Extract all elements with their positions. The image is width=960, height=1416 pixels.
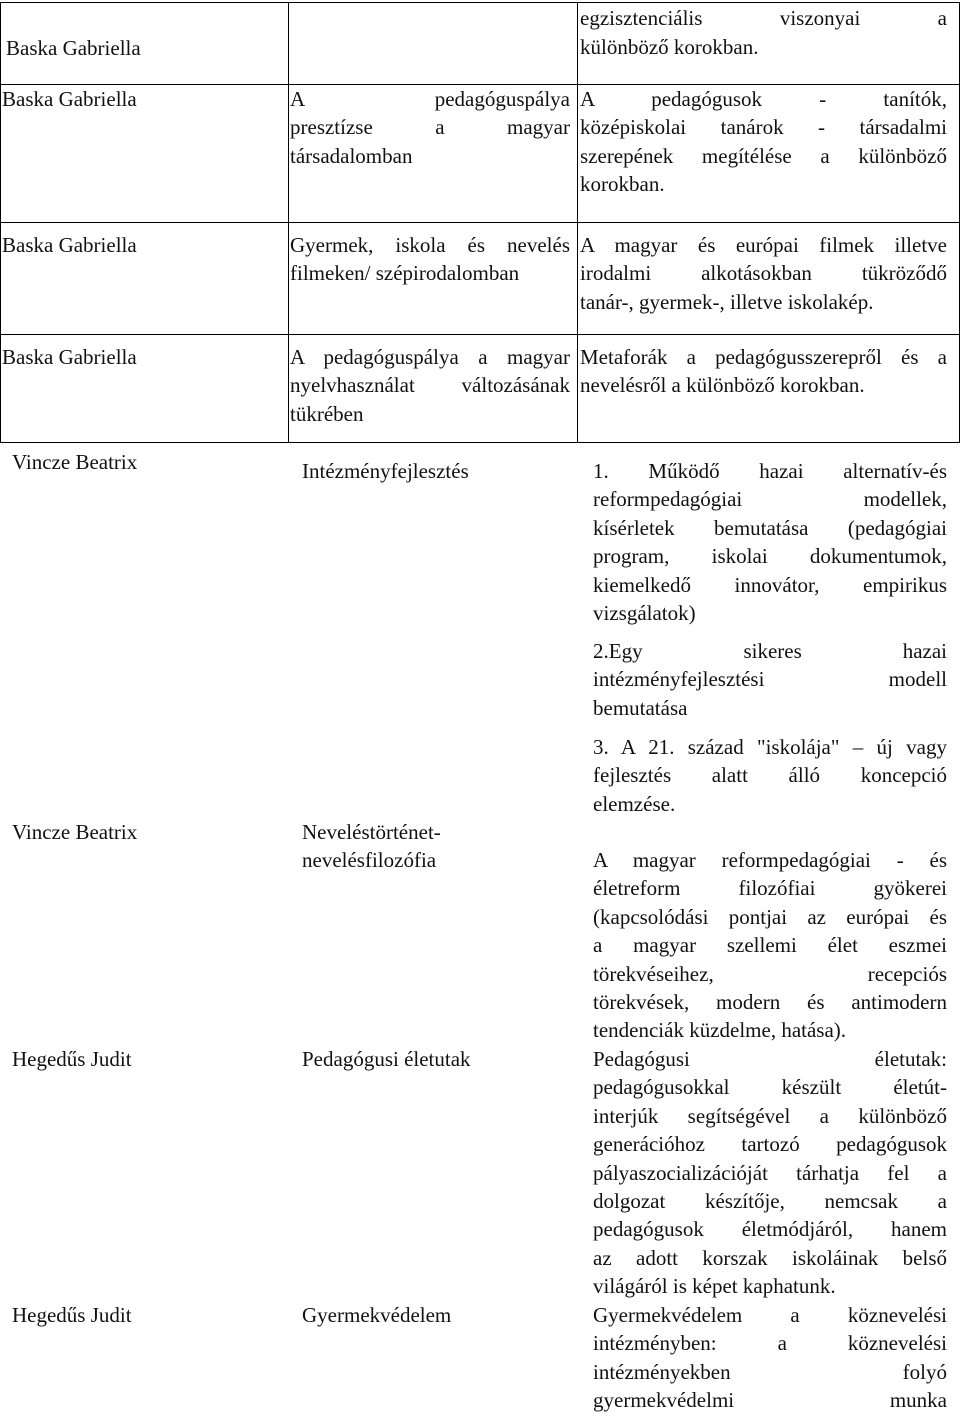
author-name: Baska Gabriella [6, 36, 141, 60]
topic-title [302, 818, 572, 875]
topic-line: A pedagóguspálya a magyar [290, 345, 570, 369]
topic-title: Gyermekvédelem [302, 1303, 452, 1327]
topic-line: tükrében [290, 401, 364, 426]
description-line: kiemelkedő innovátor, empirikus [593, 572, 947, 597]
description-line: egzisztenciális viszonyai a [580, 6, 947, 30]
description-line: pályaszocializációját tárhatja fel a [593, 1160, 947, 1185]
table-row [0, 334, 959, 442]
description-line: dolgozat készítője, nemcsak a [593, 1189, 947, 1214]
author-name: Vincze Beatrix [12, 450, 138, 474]
topic-title [290, 343, 570, 428]
topic-line: társadalomban [290, 143, 413, 168]
topic-line: filmeken/ szépirodalomban [290, 261, 520, 286]
author-name: Hegedűs Judit [12, 1047, 132, 1071]
description-line: A magyar és európai filmek illetve [580, 233, 947, 257]
description-line: nevelésről a különböző korokban. [580, 373, 865, 398]
topic-title [290, 231, 570, 288]
topic-title: Pedagógusi életutak [302, 1047, 471, 1071]
description-line: törekvéseihez, recepciós [593, 961, 947, 986]
author-name: Vincze Beatrix [12, 820, 138, 844]
description-line: tanár-, gyermek-, illetve iskolakép. [580, 289, 874, 314]
description-line: az adott korszak iskoláinak belső [593, 1245, 947, 1270]
description-line: vizsgálatok) [593, 601, 696, 626]
table-row [0, 812, 959, 1044]
table-row [0, 1044, 959, 1300]
topic-description [593, 1301, 947, 1415]
description-line: Pedagógusi életutak: [593, 1047, 947, 1071]
topic-description [580, 4, 947, 32]
description-line: elemzése. [593, 791, 676, 816]
description-line: A pedagógusok - tanítók, [580, 87, 947, 111]
topic-description [580, 343, 947, 400]
description-line: fejlesztés alatt álló koncepció [593, 763, 947, 788]
description-line: reformpedagógiai modellek, [593, 487, 947, 512]
topic-line: A pedagóguspálya [290, 87, 570, 111]
description-line: a magyar szellemi élet eszmei [593, 933, 947, 958]
topic-line: presztízse a magyar [290, 115, 570, 140]
description-line: intézményfejlesztési modell [593, 667, 947, 692]
description-line: irodalmi alkotásokban tükröződő [580, 261, 947, 286]
description-line: 2.Egy sikeres hazai [593, 639, 947, 663]
description-line: korokban. [580, 172, 665, 197]
description-line: intézményben: a köznevelési [593, 1331, 947, 1356]
topic-description [593, 846, 947, 1045]
table-row [0, 442, 959, 816]
topic-line: nevelésfilozófia [302, 848, 437, 873]
description-line: Gyermekvédelem a köznevelési [593, 1303, 947, 1327]
description-line: (kapcsolódási pontjai az európai és [593, 904, 947, 929]
table-row [0, 84, 959, 222]
table-row [0, 1300, 959, 1416]
description-line: középiskolai tanárok - társadalmi [580, 115, 947, 140]
description-line: különböző korokban. [580, 35, 759, 59]
description-line: interjúk segítségével a különböző [593, 1103, 947, 1128]
topic-line: Neveléstörténet- [302, 820, 441, 844]
topic-paragraph [593, 637, 947, 722]
topic-line: nyelvhasználat változásának [290, 373, 570, 398]
description-line: 1. Működő hazai alternatív-és [593, 459, 947, 483]
author-name: Hegedűs Judit [12, 1303, 132, 1327]
author-name: Baska Gabriella [2, 87, 137, 111]
table-row [0, 0, 959, 84]
topic-line: Gyermek, iskola és nevelés [290, 233, 570, 257]
description-line: Metaforák a pedagógusszerepről és a [580, 345, 947, 369]
description-line: A magyar reformpedagógiai - és [593, 848, 947, 872]
description-line: intézményekben folyó [593, 1359, 947, 1384]
author-name: Baska Gabriella [2, 233, 137, 257]
description-line: szerepének megítélése a különböző [580, 143, 947, 168]
description-line: világáról is képet kaphatunk. [593, 1274, 836, 1299]
description-line: bemutatása [593, 695, 688, 720]
topic-description [580, 85, 947, 199]
topic-description [593, 1045, 947, 1301]
topic-title [290, 85, 570, 170]
description-line: tendenciák küzdelme, hatása). [593, 1018, 847, 1043]
topic-paragraph [593, 733, 947, 818]
description-line: pedagógusokkal készült életút- [593, 1075, 947, 1100]
description-line: generációhoz tartozó pedagógusok [593, 1132, 947, 1157]
description-line: kísérletek bemutatása (pedagógiai [593, 515, 947, 540]
table-row [0, 222, 959, 334]
description-line: életreform filozófiai gyökerei [593, 876, 947, 901]
description-line: 3. A 21. század "iskolája" – új vagy [593, 735, 947, 759]
topic-paragraph [593, 457, 947, 627]
author-name: Baska Gabriella [2, 345, 137, 369]
topic-description [580, 33, 947, 61]
description-line: gyermekvédelmi munka [593, 1388, 947, 1413]
description-line: törekvések, modern és antimodern [593, 990, 947, 1015]
description-line: program, iskolai dokumentumok, [593, 544, 947, 569]
topic-description [580, 231, 947, 316]
topic-title: Intézményfejlesztés [302, 459, 469, 483]
description-line: pedagógusok életmódjáról, hanem [593, 1217, 947, 1242]
